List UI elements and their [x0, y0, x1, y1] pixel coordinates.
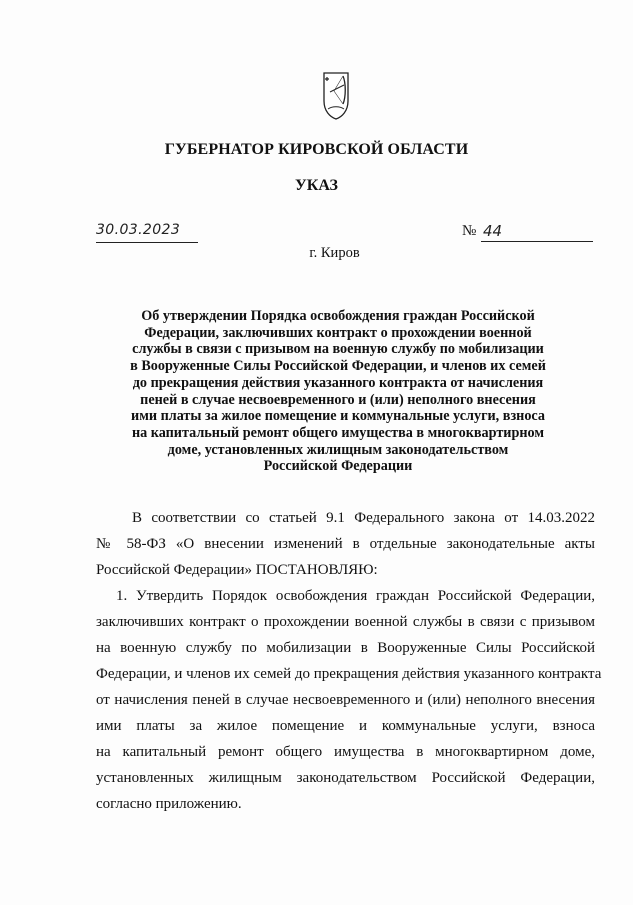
issuing-authority: ГУБЕРНАТОР КИРОВСКОЙ ОБЛАСТИ [164, 141, 469, 158]
title-line: Федерации, заключивших контракт о прохождении военной [144, 324, 532, 341]
preamble-line: В соответствии со статьей 9.1 Федерального закона от 14.03.2022 [132, 510, 595, 526]
item-line: заключивших контракт о прохождении военной службы в связи с призывом [96, 614, 595, 630]
preamble-paragraph [96, 505, 595, 583]
document-title [118, 308, 558, 475]
item-line: 1. Утвердить Порядок освобождения граждан Российской Федерации, [116, 588, 595, 604]
item-line: согласно приложению. [96, 796, 242, 812]
document-number: 44 [481, 222, 593, 242]
preamble-line: № 58-ФЗ «О внесении изменений в отдельные законодательные акты [96, 536, 595, 552]
number-label: № [462, 223, 477, 239]
document-date: 30.03.2023 [96, 222, 198, 243]
item-line: на военную службу по мобилизации в Вооруженные Силы Российской [96, 640, 595, 656]
document-type: УКАЗ [295, 177, 338, 194]
title-line: ими платы за жилое помещение и коммунальные услуги, взноса [131, 408, 545, 425]
item-line: на капитальный ремонт общего имущества в многоквартирном доме, [96, 744, 595, 760]
title-line: пеней в случае несвоевременного и (или) неполного внесения [140, 391, 536, 408]
item-line: ими платы за жилое помещение и коммунальные услуги, взноса [96, 718, 595, 734]
title-line: Российской Федерации [263, 458, 413, 475]
city: г. Киров [309, 245, 360, 261]
title-line: до прекращения действия указанного контракта от начисления [132, 374, 544, 391]
item-1-paragraph [96, 583, 602, 817]
title-line: Об утверждении Порядка освобождения граждан Российской [141, 308, 535, 324]
document-body [96, 505, 602, 817]
item-line: установленных жилищным законодательством Российской Федерации, [96, 770, 595, 786]
title-line: службы в связи с призывом на военную службу по мобилизации [132, 341, 544, 358]
title-line: доме, установленных жилищным законодательством [167, 441, 509, 458]
title-line: на капитальный ремонт общего имущества в многоквартирном [131, 424, 545, 441]
preamble-line: Российской Федерации» ПОСТАНОВЛЯЮ: [96, 562, 378, 578]
item-line: от начисления пеней в случае несвоевременного и (или) неполного внесения [96, 692, 595, 708]
item-line: Федерации, и членов их семей до прекращения действия указанного контракта [96, 666, 602, 682]
title-line: в Вооруженные Силы Российской Федерации, и членов их семей [130, 358, 546, 375]
kirov-oblast-coat-of-arms-icon [322, 71, 350, 121]
